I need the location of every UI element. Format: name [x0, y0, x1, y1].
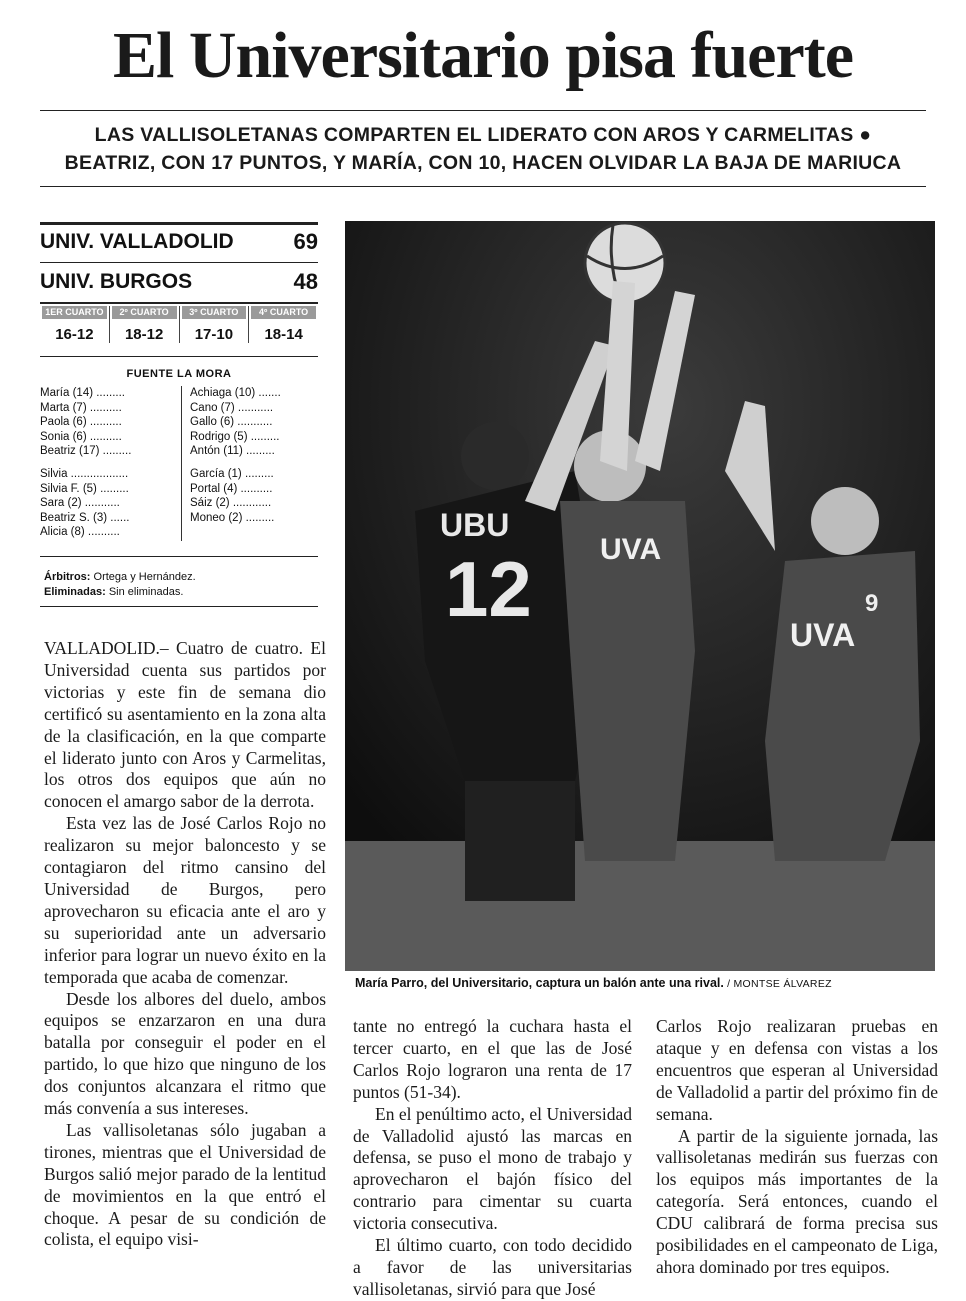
- roster-bottom-rule: [40, 556, 318, 557]
- player-line: Antón (11) .........: [190, 445, 275, 458]
- player-line: Beatriz S. (3) ......: [40, 511, 130, 524]
- home-team-name: UNIV. VALLADOLID: [40, 230, 234, 253]
- quarter-label: 1ER CUARTO: [42, 306, 107, 319]
- jersey-number: 9: [865, 590, 879, 617]
- article-paragraph: Las vallisoletanas sólo jugaban a tirones, mientras que el Universidad de Burgos salió mejor parado de la lentitud de movimientos en la que entró el choque. A pesar de su condición de colista, el equipo visi-: [44, 1119, 326, 1250]
- away-roster: [190, 386, 322, 525]
- quarter-score: 17-10: [194, 326, 234, 343]
- jersey-text: UVA: [600, 533, 662, 566]
- quarter-label: 3º CUARTO: [182, 306, 247, 319]
- article-paragraph: tante no entregó la cuchara hasta el tercer cuarto, en el que las de José Carlos Rojo lograron una renta de 17 puntos (51-34).: [353, 1016, 632, 1102]
- article-paragraph: En el penúltimo acto, el Universidad de Valladolid ajustó las marcas en defensa, se puso el mono de trabajo y aprovecharon el bajón físico del contrario para cimentar su cuarta victoria consecutiva.: [353, 1103, 632, 1234]
- quarter-4: [248, 306, 318, 343]
- subhead-line-2: BEATRIZ, CON 17 PUNTOS, Y MARÍA, CON 10, HACEN OLVIDAR LA BAJA DE MARIUCA: [64, 152, 902, 174]
- jersey-text: UBU: [440, 507, 510, 543]
- quarter-1: [40, 306, 109, 343]
- quarter-score: 18-14: [264, 326, 303, 343]
- article-column-1: [44, 638, 326, 1251]
- article-column-3: [656, 1016, 938, 1279]
- referees-label: Árbitros:: [44, 571, 91, 583]
- roster-gap: [40, 459, 172, 467]
- quarter-label: 4º CUARTO: [251, 306, 316, 319]
- scoreboard-bottom-rule: [40, 302, 318, 304]
- photo-credit: / MONTSE ÁLVAREZ: [723, 978, 832, 990]
- player-line: Sara (2) ...........: [40, 497, 120, 510]
- player-line: Alicia (8) ..........: [40, 526, 120, 539]
- quarter-3: [179, 306, 249, 343]
- ejected-line: [44, 585, 314, 600]
- away-team-name: UNIV. BURGOS: [40, 270, 193, 293]
- player-line: García (1) .........: [190, 467, 274, 480]
- player-line: Marta (7) ..........: [40, 401, 122, 414]
- player-line: Sáiz (2) ............: [190, 497, 272, 510]
- player-line: Paola (6) ..........: [40, 416, 122, 429]
- player-line: Moneo (2) .........: [190, 511, 275, 524]
- subhead-rule: [40, 186, 926, 187]
- home-team-score: 69: [293, 229, 318, 254]
- article-paragraph: El último cuarto, con todo decidido a favor de las universitarias vallisoletanas, sirvió para que José: [353, 1235, 632, 1299]
- player-line: María (14) .........: [40, 387, 125, 399]
- referees-line: [44, 570, 314, 585]
- article-paragraph: VALLADOLID.– Cuatro de cuatro. El Universidad cuenta sus partidos por victorias y este fin de semana dio certificó su asentamiento en la zona alta de la clasificación, en la que comparte el liderato junto con Aros y Carmelitas, los otros dos equipos que aún no conocen el amargo sabor de la derrota.: [44, 638, 326, 812]
- quarter-score: 18-12: [124, 326, 164, 343]
- article-paragraph: Esta vez las de José Carlos Rojo no realizaron su mejor baloncesto y se contagiaron del ritmo cansino del Universidad de Burgos, pero aprovecharon su eficacia ante el aro y su superioridad ante un adversario inferior para lograr un nuevo éxito en la temporada que acaba de comenzar.: [44, 813, 326, 987]
- venue: FUENTE LA MORA: [126, 368, 232, 380]
- player-line: Portal (4) ..........: [190, 482, 273, 495]
- officials-bottom-rule: [40, 606, 318, 607]
- home-score-row: [40, 222, 318, 262]
- quarter-2: [109, 306, 179, 343]
- article-paragraph: Carlos Rojo realizaran pruebas en ataque y en defensa con vistas a los encuentros que esperan al Universidad de Valladolid a partir del próximo fin de semana.: [656, 1016, 938, 1124]
- headline: El Universitario pisa fuerte: [112, 19, 854, 92]
- away-team-score: 48: [293, 269, 318, 294]
- player-line: Silvia F. (5) .........: [40, 482, 129, 495]
- player-line: Beatriz (17) .........: [40, 445, 132, 458]
- player-line: Sonia (6) ..........: [40, 430, 122, 443]
- referees: Ortega y Hernández.: [93, 571, 196, 583]
- subhead-line-1: LAS VALLISOLETANAS COMPARTEN EL LIDERATO CON AROS Y CARMELITAS ●: [94, 124, 872, 146]
- basketball-photo: [345, 221, 935, 971]
- roster-gap: [190, 459, 322, 467]
- roster-divider: [181, 386, 182, 541]
- article-paragraph: A partir de la siguiente jornada, las vallisoletanas medirán sus fuerzas con los equipos más importantes de la categoría. Será entonces, cuando el CDU calibrará de forma precisa sus posibilidades en el campeonato de Liga, ahora dominado por tres equipos.: [656, 1125, 938, 1277]
- player-line: Gallo (6) ...........: [190, 416, 273, 429]
- quarter-label: 2º CUARTO: [112, 306, 177, 319]
- photo-caption: [355, 974, 935, 993]
- ejected-label: Eliminadas:: [44, 586, 106, 598]
- quarter-scores: [40, 306, 318, 343]
- article-paragraph: Desde los albores del duelo, ambos equipos se enzarzaron en una dura batalla por conseguir el poder en el partido, lo que hizo que ninguno de los dos conjuntos alcanzara el ritmo que más convenía a sus intereses.: [44, 988, 326, 1119]
- player-line: Achiaga (10) .......: [190, 387, 281, 399]
- player-line: Cano (7) ...........: [190, 401, 274, 414]
- headline-rule: [40, 110, 926, 111]
- home-roster: [40, 386, 172, 540]
- jersey-text: UVA: [790, 617, 856, 653]
- ejected: Sin eliminadas.: [108, 586, 184, 598]
- player-line: Rodrigo (5) .........: [190, 430, 280, 443]
- quarters-rule: [40, 356, 318, 357]
- jersey-number: 12: [445, 545, 532, 633]
- caption-text: María Parro, del Universitario, captura un balón ante una rival.: [355, 976, 724, 990]
- quarter-score: 16-12: [55, 326, 94, 343]
- officials: [44, 570, 314, 600]
- article-column-2: [353, 1016, 632, 1301]
- player-line: Silvia ..................: [40, 467, 129, 480]
- away-score-row: [40, 262, 318, 302]
